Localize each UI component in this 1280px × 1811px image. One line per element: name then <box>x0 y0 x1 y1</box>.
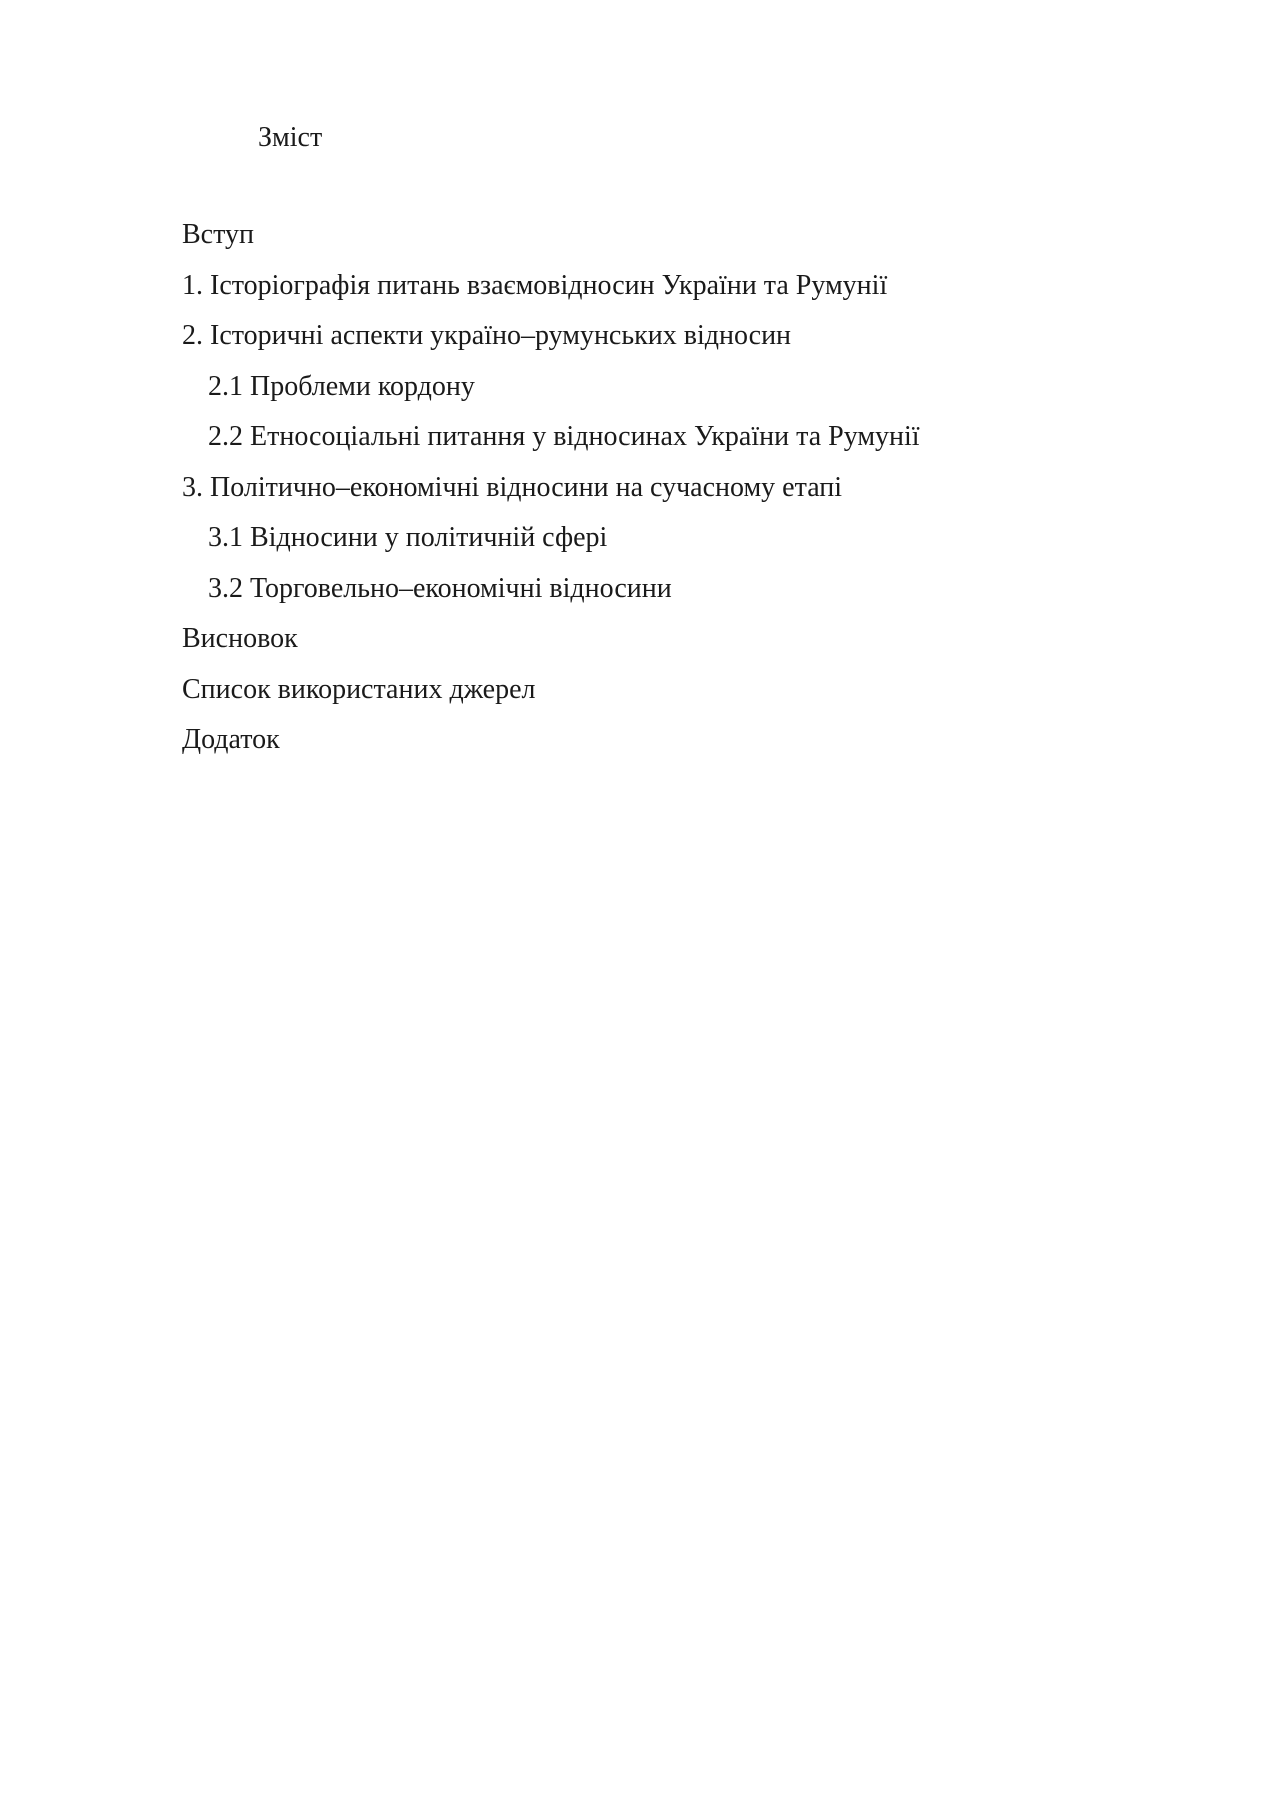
toc-item-references: Список використаних джерел <box>182 673 536 705</box>
toc-item-intro: Вступ <box>182 219 254 250</box>
toc-item-2-1: 2.1 Проблеми кордону <box>208 370 475 402</box>
toc-title: Зміст <box>258 122 323 153</box>
toc-item-2: 2. Історичні аспекти україно–румунських відносин <box>182 320 792 351</box>
toc-item-2-2: 2.2 Етносоціальні питання у відносинах України та Румунії <box>208 421 920 452</box>
toc-item-3-2: 3.2 Торговельно–економічні відносини <box>208 572 672 604</box>
toc-item-appendix: Додаток <box>182 724 280 755</box>
toc-item-conclusion: Висновок <box>182 623 298 654</box>
table-of-contents <box>182 210 920 766</box>
toc-item-1: 1. Історіографія питань взаємовідносин України та Румунії <box>182 269 888 301</box>
toc-item-3: 3. Політично–економічні відносини на сучасному етапі <box>182 471 843 503</box>
toc-item-3-1: 3.1 Відносини у політичній сфері <box>208 522 608 553</box>
